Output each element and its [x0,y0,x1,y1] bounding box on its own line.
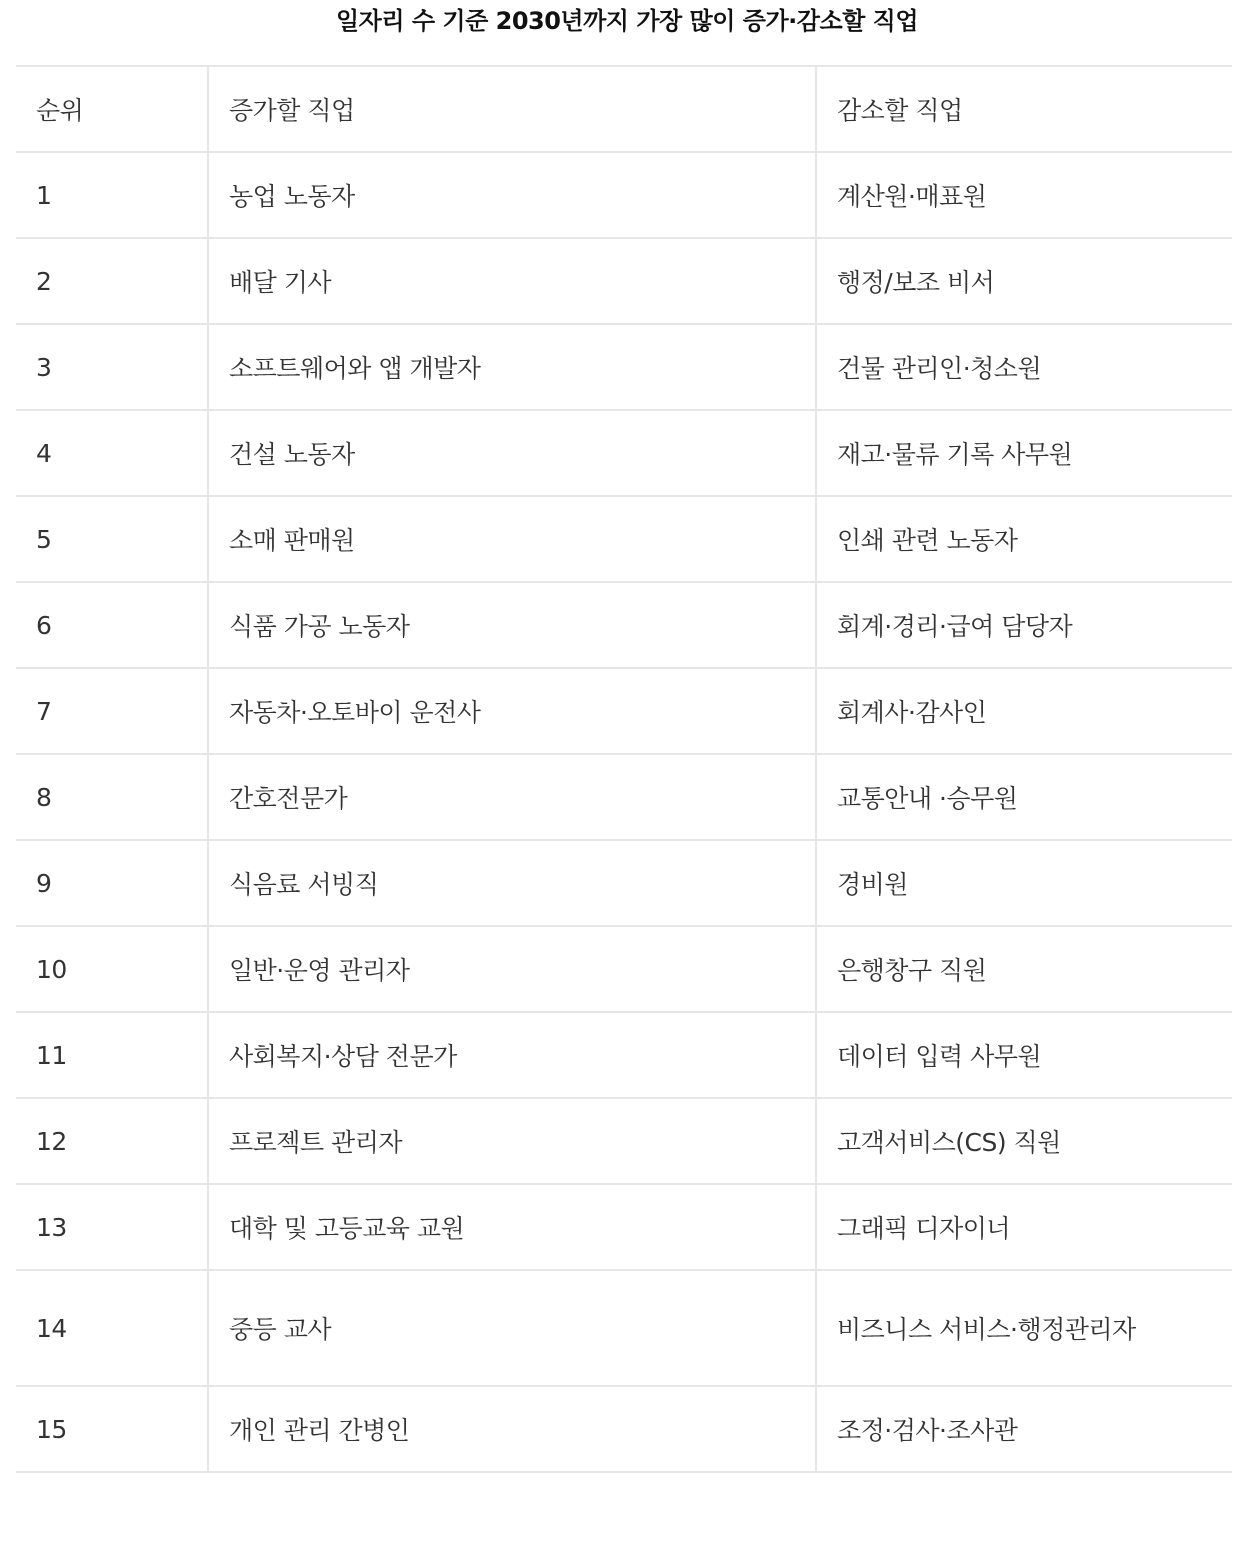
rank-cell: 13 [16,1184,208,1270]
decrease-job-cell: 은행창구 직원 [816,926,1232,1012]
increase-job-cell: 배달 기사 [208,238,816,324]
table-row [16,410,1232,496]
rank-cell: 15 [16,1386,208,1472]
table-row [16,1386,1232,1472]
increase-job-cell: 개인 관리 간병인 [208,1386,816,1472]
decrease-job-cell: 재고·물류 기록 사무원 [816,410,1232,496]
decrease-job-cell: 회계·경리·급여 담당자 [816,582,1232,668]
rank-cell: 3 [16,324,208,410]
decrease-job-cell: 고객서비스(CS) 직원 [816,1098,1232,1184]
increase-job-cell: 식음료 서빙직 [208,840,816,926]
decrease-job-cell: 회계사·감사인 [816,668,1232,754]
decrease-job-cell: 비즈니스 서비스·행정관리자 [816,1270,1232,1386]
increase-job-cell: 일반·운영 관리자 [208,926,816,1012]
decrease-job-cell: 계산원·매표원 [816,152,1232,238]
rank-cell: 10 [16,926,208,1012]
increase-job-cell: 사회복지·상담 전문가 [208,1012,816,1098]
increase-job-cell: 소프트웨어와 앱 개발자 [208,324,816,410]
increase-job-cell: 건설 노동자 [208,410,816,496]
decrease-job-cell: 그래픽 디자이너 [816,1184,1232,1270]
rank-cell: 12 [16,1098,208,1184]
table-row [16,1098,1232,1184]
increase-job-cell: 대학 및 고등교육 교원 [208,1184,816,1270]
decrease-job-cell: 경비원 [816,840,1232,926]
rank-cell: 2 [16,238,208,324]
decrease-job-cell: 조정·검사·조사관 [816,1386,1232,1472]
jobs-table [16,65,1232,1473]
rank-cell: 14 [16,1270,208,1386]
table-row [16,496,1232,582]
rank-cell: 1 [16,152,208,238]
table-row [16,1012,1232,1098]
decrease-job-cell: 데이터 입력 사무원 [816,1012,1232,1098]
header-rank: 순위 [16,66,208,152]
table-row [16,668,1232,754]
increase-job-cell: 식품 가공 노동자 [208,582,816,668]
table-row [16,840,1232,926]
table-row [16,582,1232,668]
increase-job-cell: 간호전문가 [208,754,816,840]
table-row [16,754,1232,840]
decrease-job-cell: 행정/보조 비서 [816,238,1232,324]
table-row [16,1184,1232,1270]
increase-job-cell: 소매 판매원 [208,496,816,582]
table-row [16,1270,1232,1386]
rank-cell: 9 [16,840,208,926]
table-row [16,926,1232,1012]
rank-cell: 6 [16,582,208,668]
header-decrease: 감소할 직업 [816,66,1232,152]
decrease-job-cell: 건물 관리인·청소원 [816,324,1232,410]
decrease-job-cell: 인쇄 관련 노동자 [816,496,1232,582]
table-row [16,238,1232,324]
rank-cell: 5 [16,496,208,582]
table-row [16,152,1232,238]
page-title: 일자리 수 기준 2030년까지 가장 많이 증가·감소할 직업 [335,7,919,35]
rank-cell: 7 [16,668,208,754]
rank-cell: 11 [16,1012,208,1098]
table-header-row [16,66,1232,152]
rank-cell: 4 [16,410,208,496]
table-row [16,324,1232,410]
header-increase: 증가할 직업 [208,66,816,152]
rank-cell: 8 [16,754,208,840]
increase-job-cell: 프로젝트 관리자 [208,1098,816,1184]
increase-job-cell: 농업 노동자 [208,152,816,238]
decrease-job-cell: 교통안내 ·승무원 [816,754,1232,840]
increase-job-cell: 중등 교사 [208,1270,816,1386]
increase-job-cell: 자동차·오토바이 운전사 [208,668,816,754]
